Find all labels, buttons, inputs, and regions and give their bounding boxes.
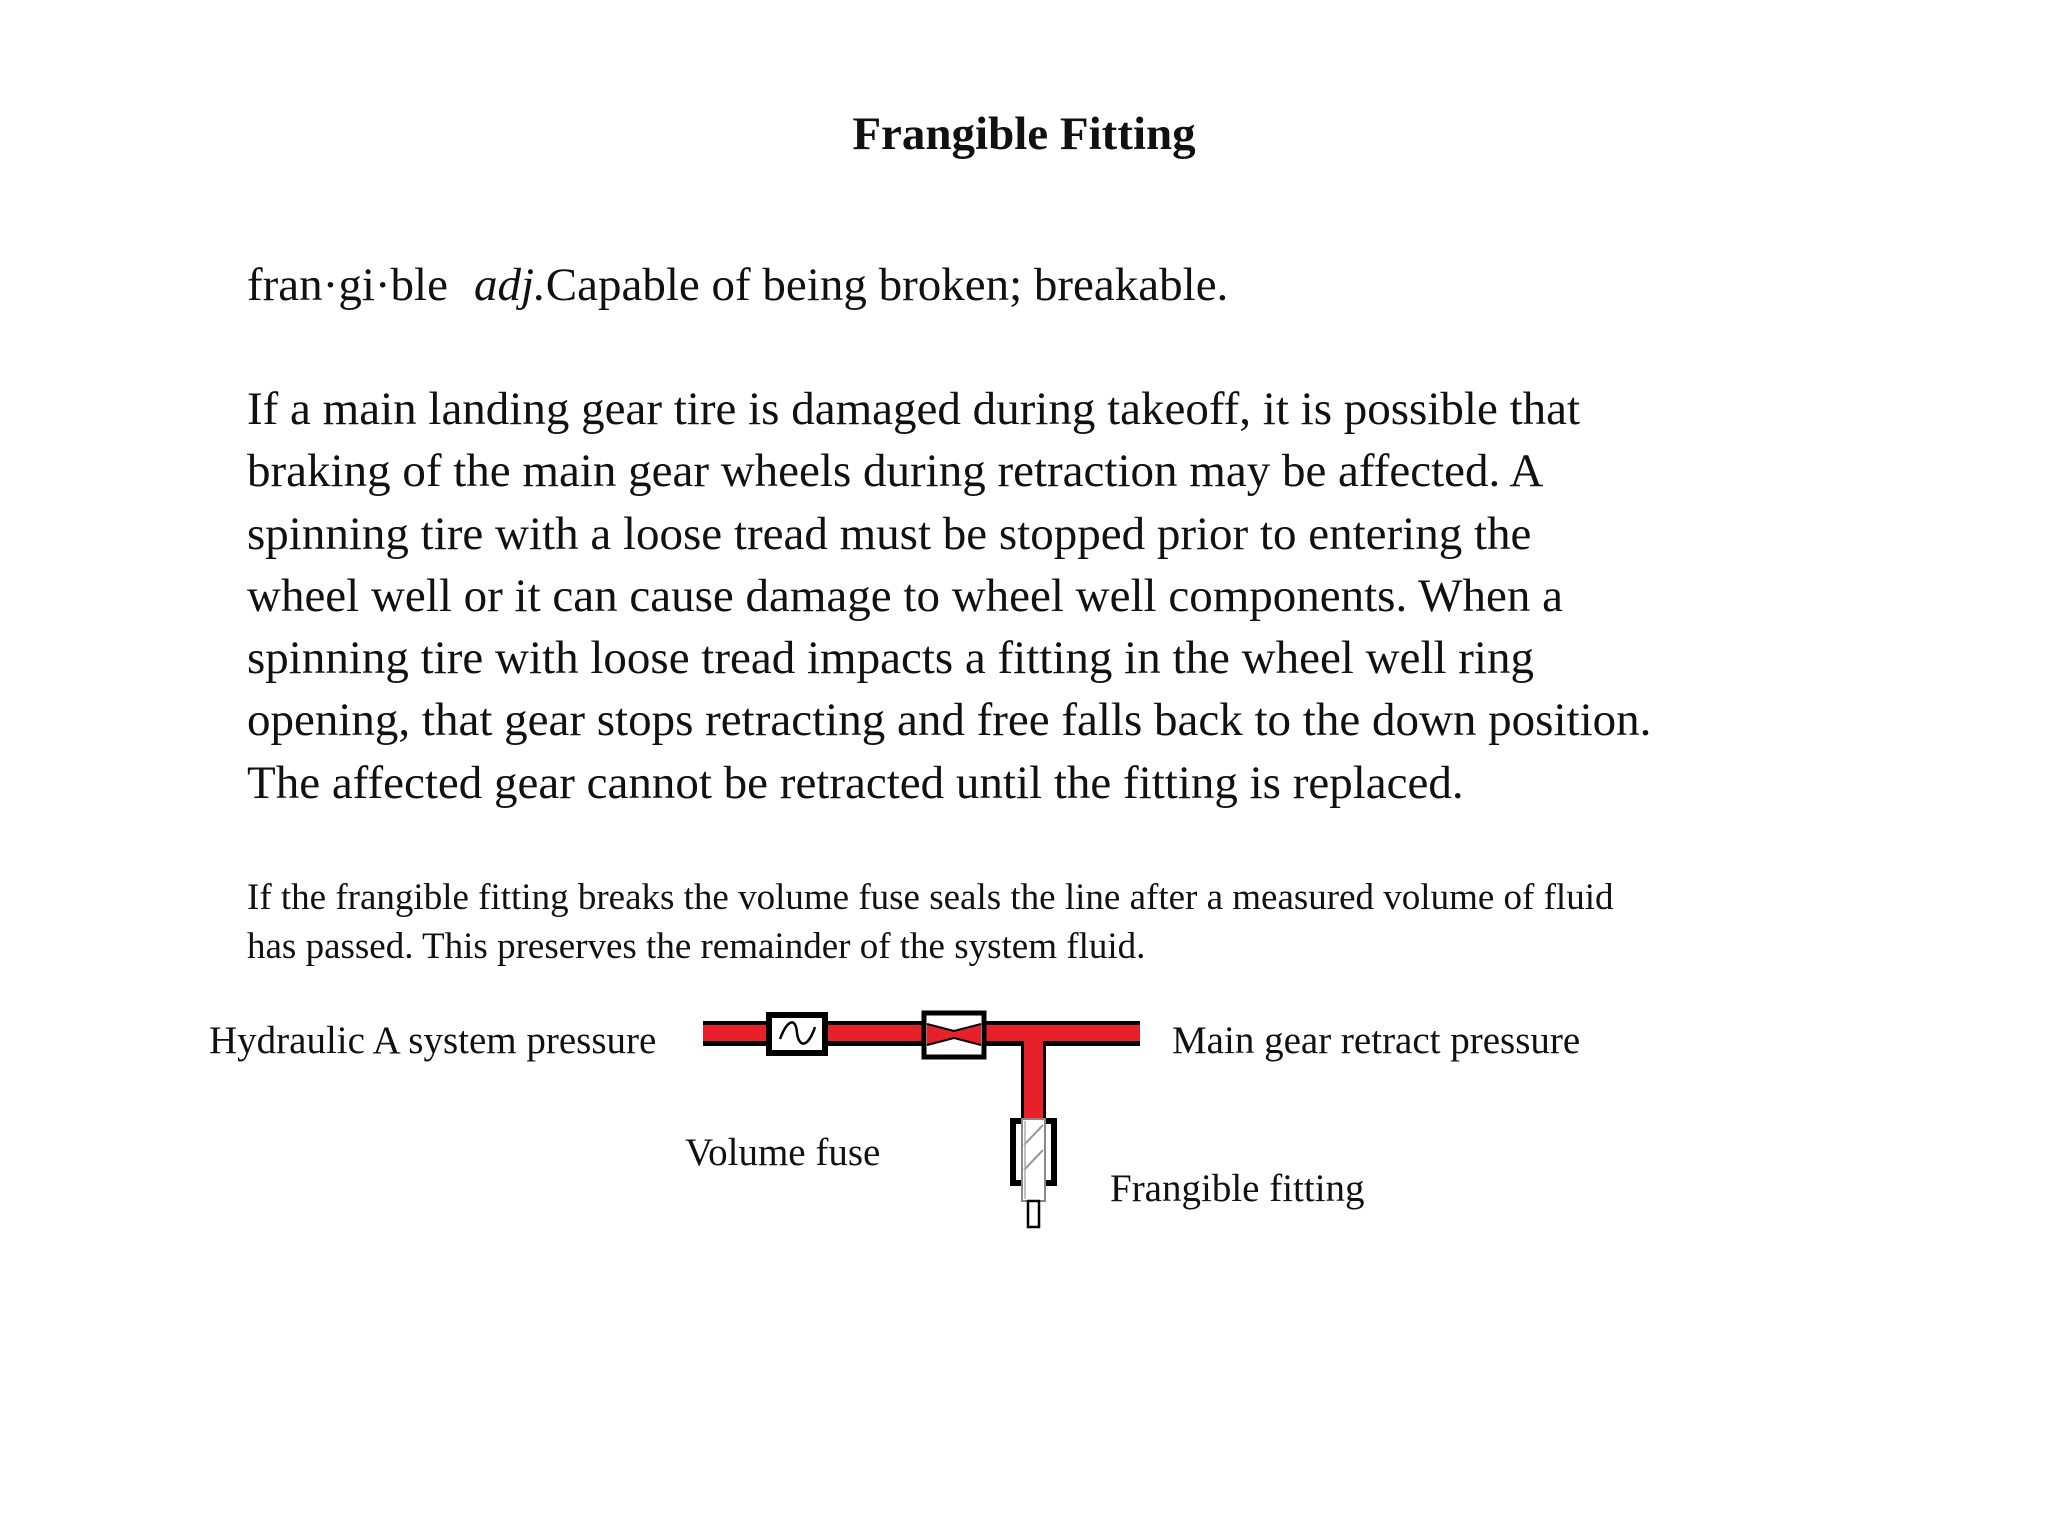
label-frangible-fitting: Frangible fitting — [1110, 1167, 1365, 1210]
branch-line-fluid — [1024, 1033, 1043, 1125]
paragraph-line: has passed. This preserves the remainder of the system fluid. — [247, 926, 1146, 967]
paragraph-line: braking of the main gear wheels during retraction may be affected. A — [247, 445, 1544, 498]
paragraph-line: If the frangible fitting breaks the volume fuse seals the line after a measured volume of fluid — [247, 877, 1614, 918]
paragraph-line: opening, that gear stops retracting and free falls back to the down position. — [247, 694, 1652, 747]
paragraph-line: spinning tire with a loose tread must be stopped prior to entering the — [247, 507, 1532, 560]
line-coupling-symbol — [924, 1013, 984, 1057]
definition-word: fran·gi·ble — [247, 259, 448, 311]
frangible-fitting-symbol — [1013, 1119, 1054, 1227]
label-outlet-pressure: Main gear retract pressure — [1172, 1019, 1581, 1062]
volume-fuse-symbol — [769, 1015, 825, 1053]
paragraph-line: wheel well or it can cause damage to wheel well components. When a — [247, 569, 1563, 622]
label-source-pressure: Hydraulic A system pressure — [209, 1019, 657, 1062]
page-title: Frangible Fitting — [852, 108, 1196, 160]
paragraph-line: If a main landing gear tire is damaged during takeoff, it is possible that — [247, 383, 1581, 435]
label-volume-fuse: Volume fuse — [685, 1131, 881, 1174]
paragraph-line: spinning tire with loose tread impacts a fitting in the wheel well ring — [247, 632, 1534, 685]
definition-meaning: Capable of being broken; breakable. — [545, 259, 1229, 311]
paragraph-line: The affected gear cannot be retracted until the fitting is replaced. — [247, 756, 1464, 809]
definition-part-of-speech: adj. — [473, 259, 546, 311]
